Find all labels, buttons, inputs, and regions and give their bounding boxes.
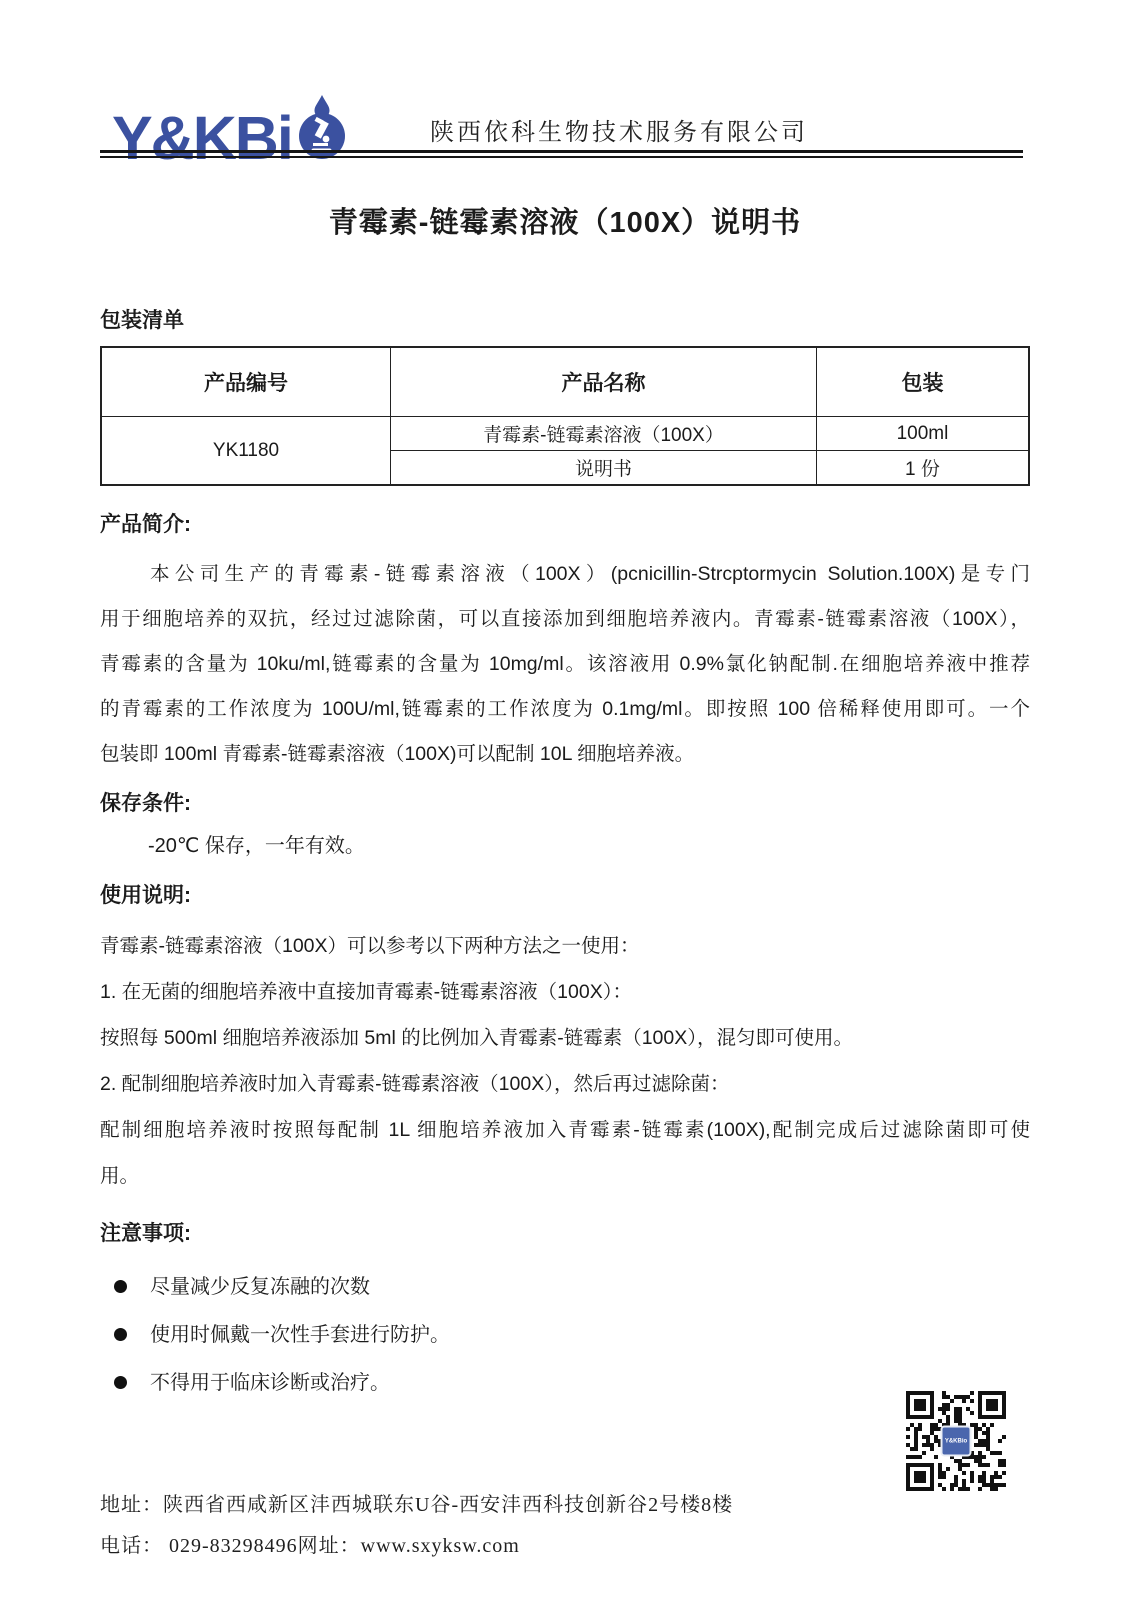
section-heading-notes: 注意事项: <box>100 1222 191 1245</box>
intro-line: 用于细胞培养的双抗，经过过滤除菌，可以直接添加到细胞培养液内。青霉素-链霉素溶液（100X）， <box>100 608 1030 630</box>
page-title: 青霉素-链霉素溶液（100X）说明书 <box>328 207 802 239</box>
storage-condition-text: -20℃ 保存，一年有效。 <box>148 835 365 857</box>
intro-paragraph <box>100 552 1030 777</box>
cell-package: 100ml <box>816 417 1029 451</box>
note-text: 不得用于临床诊断或治疗。 <box>150 1372 390 1394</box>
section-heading-storage: 保存条件: <box>100 792 191 815</box>
footer-phone-website: 电话： 029-83298496网址：www.sxyksw.com <box>100 1535 520 1557</box>
section-heading-packing-list: 包装清单 <box>100 309 184 332</box>
list-item <box>100 1263 1030 1311</box>
qr-center-logo: Y&KBio <box>941 1426 972 1457</box>
intro-line: 的青霉素的工作浓度为 100U/ml,链霉素的工作浓度为 0.1mg/ml。即按照 100 倍稀释使用即可。一个 <box>100 698 1030 720</box>
intro-line: 本公司生产的青霉素-链霉素溶液（100X）(pcnicillin-Strcptormycin Solution.100X)是专门 <box>150 563 1030 585</box>
col-header-product-name: 产品名称 <box>391 347 817 417</box>
cell-package: 1 份 <box>816 451 1029 486</box>
intro-line: 青霉素的含量为 10ku/ml,链霉素的含量为 10mg/ml。该溶液用 0.9%氯化钠配制.在细胞培养液中推荐 <box>100 653 1030 675</box>
company-name: 陕西依科生物技术服务有限公司 <box>430 120 808 146</box>
bullet-icon <box>114 1280 127 1293</box>
logo-text: Y&KBi <box>112 104 292 172</box>
usage-line: 青霉素-链霉素溶液（100X）可以参考以下两种方法之一使用： <box>100 935 640 957</box>
header-divider <box>100 150 1023 158</box>
note-text: 使用时佩戴一次性手套进行防护。 <box>150 1324 450 1346</box>
table-header-row <box>101 347 1029 417</box>
cell-product-code: YK1180 <box>101 417 391 486</box>
intro-line: 包装即 100ml 青霉素-链霉素溶液（100X)可以配制 10L 细胞培养液。 <box>100 743 695 765</box>
bullet-icon <box>114 1376 127 1389</box>
usage-line: 用。 <box>100 1165 140 1187</box>
cell-product-name: 说明书 <box>391 451 817 486</box>
table-row <box>101 417 1029 451</box>
qr-code <box>903 1388 1009 1494</box>
usage-line: 2. 配制细胞培养液时加入青霉素-链霉素溶液（100X），然后再过滤除菌： <box>100 1073 730 1095</box>
col-header-product-code: 产品编号 <box>101 347 391 417</box>
packing-list-table <box>100 346 1030 486</box>
bullet-icon <box>114 1328 127 1341</box>
section-heading-intro: 产品简介: <box>100 513 191 536</box>
usage-line: 1. 在无菌的细胞培养液中直接加青霉素-链霉素溶液（100X）： <box>100 981 632 1003</box>
list-item <box>100 1359 1030 1407</box>
usage-line: 按照每 500ml 细胞培养液添加 5ml 的比例加入青霉素-链霉素（100X），混匀即可使用。 <box>100 1027 853 1049</box>
footer-address: 地址：陕西省西咸新区沣西城联东U谷-西安沣西科技创新谷2号楼8楼 <box>100 1494 734 1516</box>
col-header-package: 包装 <box>816 347 1029 417</box>
cell-product-name: 青霉素-链霉素溶液（100X） <box>391 417 817 451</box>
section-heading-usage: 使用说明: <box>100 884 191 907</box>
usage-line: 配制细胞培养液时按照每配制 1L 细胞培养液加入青霉素-链霉素(100X),配制完成后过滤除菌即可使 <box>100 1119 1030 1141</box>
notes-list <box>100 1263 1030 1407</box>
note-text: 尽量减少反复冻融的次数 <box>150 1276 370 1298</box>
list-item <box>100 1311 1030 1359</box>
usage-instructions <box>100 923 1030 1199</box>
document-content <box>100 160 1030 1558</box>
